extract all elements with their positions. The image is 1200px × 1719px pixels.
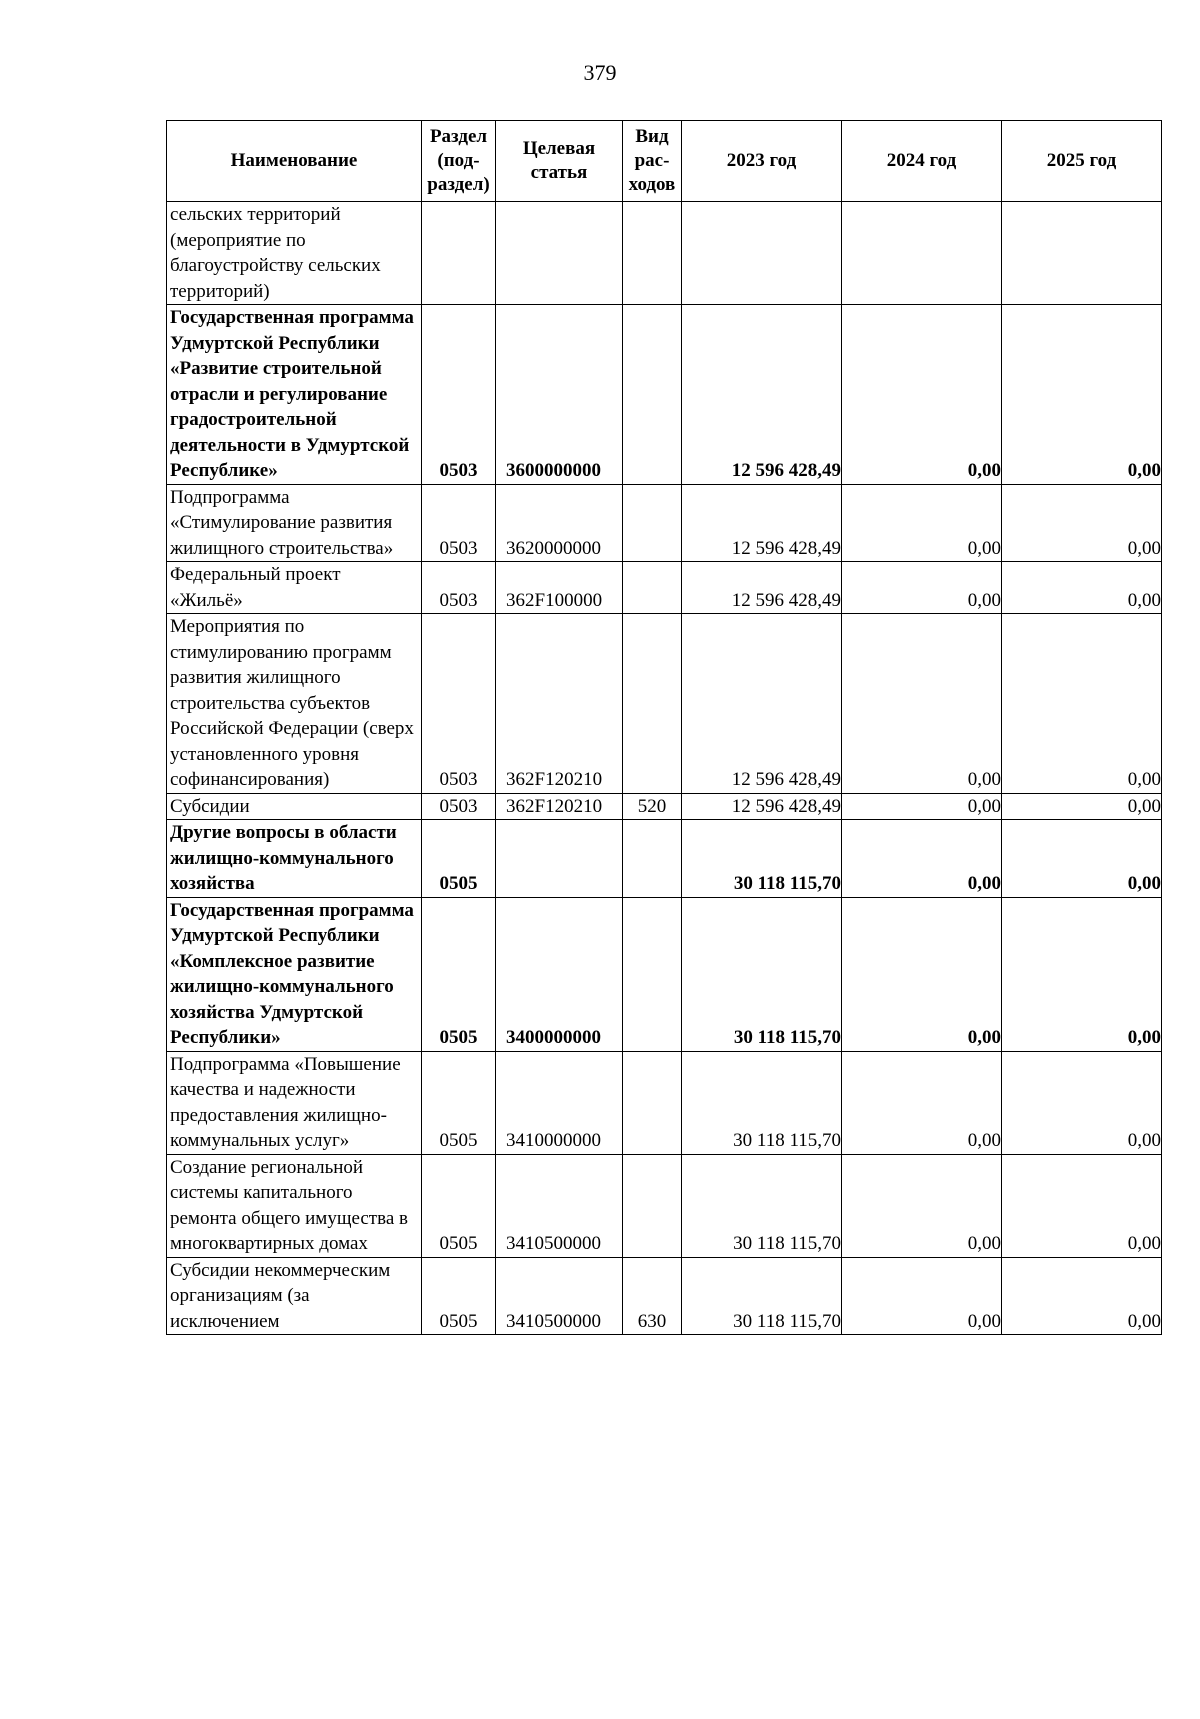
header-name: Наименование [167,121,422,202]
row-2025: 0,00 [1002,305,1162,485]
row-article: 362F100000 [496,562,623,614]
row-2023: 30 118 115,70 [682,820,842,898]
table-row [167,202,1162,305]
row-2023: 30 118 115,70 [682,1051,842,1154]
row-2024: 0,00 [842,820,1002,898]
row-article: 362F120210 [496,793,623,820]
row-kind [623,1154,682,1257]
row-name: Субсидии некоммерческим организациям (за исключением [167,1257,422,1335]
row-2025: 0,00 [1002,1154,1162,1257]
page-number: 379 [583,60,617,85]
row-kind [623,897,682,1051]
row-2024: 0,00 [842,1051,1002,1154]
row-2025: 0,00 [1002,1257,1162,1335]
row-article: 3410500000 [496,1257,623,1335]
row-kind [623,614,682,794]
row-2023: 12 596 428,49 [682,614,842,794]
row-kind: 630 [623,1257,682,1335]
row-section: 0505 [422,820,496,898]
row-2024: 0,00 [842,793,1002,820]
row-2024: 0,00 [842,484,1002,562]
row-name: Создание региональной системы капитального ремонта общего имущества в многоквартирных домах [167,1154,422,1257]
row-2025: 0,00 [1002,614,1162,794]
table-row [167,1051,1162,1154]
row-kind [623,562,682,614]
row-name: сельских территорий (мероприятие по благоустройству сельских территорий) [167,202,422,305]
row-section: 0505 [422,1154,496,1257]
table-row [167,897,1162,1051]
table-row [167,793,1162,820]
row-article: 362F120210 [496,614,623,794]
row-2024: 0,00 [842,562,1002,614]
row-section: 0505 [422,897,496,1051]
row-section [422,202,496,305]
row-kind [623,202,682,305]
table-row [167,820,1162,898]
row-name: Федеральный проект «Жильё» [167,562,422,614]
table-row [167,484,1162,562]
row-2025: 0,00 [1002,820,1162,898]
row-2024 [842,202,1002,305]
row-article [496,820,623,898]
row-name: Подпрограмма «Повышение качества и надежности предоставления жилищно-коммунальных услуг» [167,1051,422,1154]
row-2024: 0,00 [842,1257,1002,1335]
row-section: 0503 [422,562,496,614]
row-2024: 0,00 [842,614,1002,794]
header-2023: 2023 год [682,121,842,202]
row-2024: 0,00 [842,1154,1002,1257]
row-2025: 0,00 [1002,897,1162,1051]
row-section: 0505 [422,1257,496,1335]
table-row [167,1257,1162,1335]
row-kind [623,820,682,898]
row-article: 3410000000 [496,1051,623,1154]
row-article: 3400000000 [496,897,623,1051]
row-2024: 0,00 [842,305,1002,485]
row-kind [623,1051,682,1154]
table-row [167,1154,1162,1257]
row-section: 0503 [422,305,496,485]
row-article: 3600000000 [496,305,623,485]
row-kind: 520 [623,793,682,820]
table-row [167,614,1162,794]
row-name: Подпрограмма «Стимулирование развития жилищного строительства» [167,484,422,562]
row-kind [623,484,682,562]
header-kind: Вид рас-ходов [623,121,682,202]
row-2025: 0,00 [1002,1051,1162,1154]
row-section: 0503 [422,614,496,794]
row-2023 [682,202,842,305]
row-kind [623,305,682,485]
row-article: 3410500000 [496,1154,623,1257]
row-2025 [1002,202,1162,305]
row-article: 3620000000 [496,484,623,562]
row-2023: 30 118 115,70 [682,1154,842,1257]
row-2024: 0,00 [842,897,1002,1051]
row-section: 0503 [422,484,496,562]
row-2023: 12 596 428,49 [682,562,842,614]
row-name: Мероприятия по стимулированию программ развития жилищного строительства субъектов Российской Федерации (сверх установленного уровня софинансирования) [167,614,422,794]
header-section: Раздел (под-раздел) [422,121,496,202]
header-2024: 2024 год [842,121,1002,202]
row-article [496,202,623,305]
header-article: Целевая статья [496,121,623,202]
row-2023: 30 118 115,70 [682,897,842,1051]
row-section: 0505 [422,1051,496,1154]
budget-table [166,120,1162,1335]
row-2025: 0,00 [1002,562,1162,614]
row-name: Государственная программа Удмуртской Республики «Развитие строительной отрасли и регулирование градостроительной деятельности в Удмуртской Республике» [167,305,422,485]
row-2025: 0,00 [1002,793,1162,820]
row-2025: 0,00 [1002,484,1162,562]
row-name: Другие вопросы в области жилищно-коммунального хозяйства [167,820,422,898]
row-name: Государственная программа Удмуртской Республики «Комплексное развитие жилищно-коммунального хозяйства Удмуртской Республики» [167,897,422,1051]
table-row [167,305,1162,485]
row-2023: 12 596 428,49 [682,305,842,485]
row-section: 0503 [422,793,496,820]
row-2023: 12 596 428,49 [682,484,842,562]
row-name: Субсидии [167,793,422,820]
table-row [167,562,1162,614]
row-2023: 12 596 428,49 [682,793,842,820]
header-2025: 2025 год [1002,121,1162,202]
table-header-row [167,121,1162,202]
row-2023: 30 118 115,70 [682,1257,842,1335]
